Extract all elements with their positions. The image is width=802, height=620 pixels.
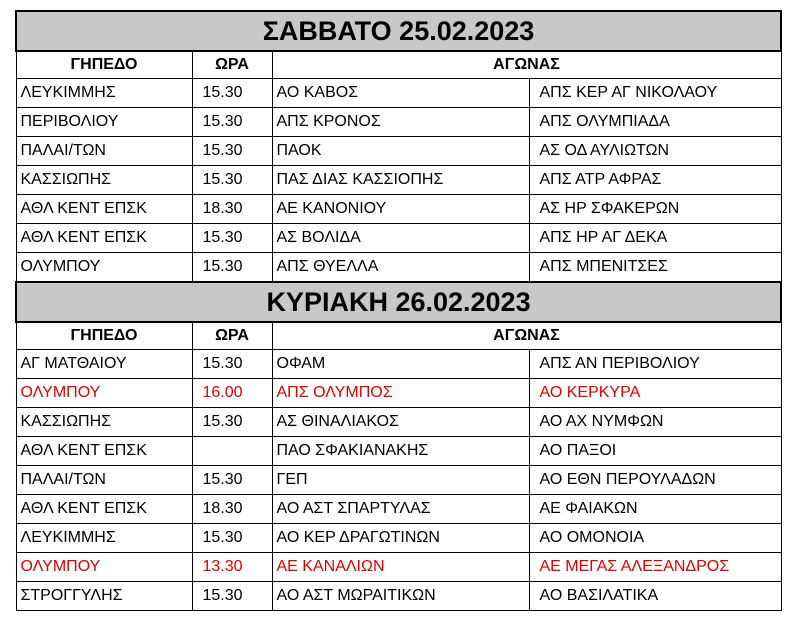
match-row: [16, 582, 781, 611]
match-row: [16, 524, 781, 553]
time-cell: [192, 437, 272, 466]
home-team-cell: ΑΠΣ ΘΥΕΛΛΑ: [272, 253, 529, 283]
fixture-sheet: [15, 10, 780, 611]
time-cell: 15.30: [192, 524, 272, 553]
away-team-cell: ΑΟ ΒΑΣΙΛΑΤΙΚΑ: [529, 582, 781, 611]
away-team-cell: ΑΟ ΚΕΡΚΥΡΑ: [529, 379, 781, 408]
day-title: ΣΑΒΒΑΤΟ 25.02.2023: [16, 11, 781, 51]
venue-cell: ΠΑΛΑΙ/ΤΩΝ: [16, 466, 192, 495]
venue-cell: ΑΘΛ ΚΕΝΤ ΕΠΣΚ: [16, 437, 192, 466]
match-row: [16, 466, 781, 495]
venue-cell: ΚΑΣΣΙΩΠΗΣ: [16, 166, 192, 195]
away-team-cell: ΑΕ ΦΑΙΑΚΩΝ: [529, 495, 781, 524]
match-row: [16, 495, 781, 524]
time-header: ΩΡΑ: [192, 322, 272, 350]
home-team-cell: ΑΟ ΑΣΤ ΣΠΑΡΤΥΛΑΣ: [272, 495, 529, 524]
away-team-cell: ΑΣ ΟΔ ΑΥΛΙΩΤΩΝ: [529, 137, 781, 166]
time-cell: 16.00: [192, 379, 272, 408]
fixture-table: [15, 10, 782, 611]
time-cell: 15.30: [192, 137, 272, 166]
venue-cell: ΑΘΛ ΚΕΝΤ ΕΠΣΚ: [16, 195, 192, 224]
day-title-row: [16, 282, 781, 322]
venue-header: ΓΗΠΕΔΟ: [16, 322, 192, 350]
venue-cell: ΛΕΥΚΙΜΜΗΣ: [16, 79, 192, 108]
match-row: [16, 553, 781, 582]
home-team-cell: ΑΠΣ ΟΛΥΜΠΟΣ: [272, 379, 529, 408]
match-row: [16, 137, 781, 166]
column-header-row: [16, 51, 781, 79]
venue-cell: ΠΕΡΙΒΟΛΙΟΥ: [16, 108, 192, 137]
home-team-cell: ΑΣ ΘΙΝΑΛΙΑΚΟΣ: [272, 408, 529, 437]
match-row: [16, 166, 781, 195]
away-team-cell: ΑΕ ΜΕΓΑΣ ΑΛΕΞΑΝΔΡΟΣ: [529, 553, 781, 582]
venue-cell: ΑΘΛ ΚΕΝΤ ΕΠΣΚ: [16, 224, 192, 253]
home-team-cell: ΠΑΟ ΣΦΑΚΙΑΝΑΚΗΣ: [272, 437, 529, 466]
time-cell: 15.30: [192, 350, 272, 379]
away-team-cell: ΑΣ ΗΡ ΣΦΑΚΕΡΩΝ: [529, 195, 781, 224]
away-team-cell: ΑΠΣ ΚΕΡ ΑΓ ΝΙΚΟΛΑΟΥ: [529, 79, 781, 108]
home-team-cell: ΟΦΑΜ: [272, 350, 529, 379]
home-team-cell: ΑΟ ΚΑΒΟΣ: [272, 79, 529, 108]
home-team-cell: ΑΕ ΚΑΝΟΝΙΟΥ: [272, 195, 529, 224]
away-team-cell: ΑΠΣ ΜΠΕΝΙΤΣΕΣ: [529, 253, 781, 283]
day-title: ΚΥΡΙΑΚΗ 26.02.2023: [16, 282, 781, 322]
away-team-cell: ΑΠΣ ΑΤΡ ΑΦΡΑΣ: [529, 166, 781, 195]
time-cell: 15.30: [192, 466, 272, 495]
time-header: ΩΡΑ: [192, 51, 272, 79]
time-cell: 13.30: [192, 553, 272, 582]
away-team-cell: ΑΟ ΟΜΟΝΟΙΑ: [529, 524, 781, 553]
column-header-row: [16, 322, 781, 350]
venue-cell: ΛΕΥΚΙΜΜΗΣ: [16, 524, 192, 553]
home-team-cell: ΠΑΟΚ: [272, 137, 529, 166]
time-cell: 15.30: [192, 408, 272, 437]
away-team-cell: ΑΟ ΠΑΞΟΙ: [529, 437, 781, 466]
time-cell: 15.30: [192, 166, 272, 195]
venue-cell: ΟΛΥΜΠΟΥ: [16, 379, 192, 408]
match-row: [16, 350, 781, 379]
home-team-cell: ΑΕ ΚΑΝΑΛΙΩΝ: [272, 553, 529, 582]
match-row: [16, 195, 781, 224]
day-title-row: [16, 11, 781, 51]
match-row: [16, 224, 781, 253]
home-team-cell: ΠΑΣ ΔΙΑΣ ΚΑΣΣΙΟΠΗΣ: [272, 166, 529, 195]
venue-cell: ΟΛΥΜΠΟΥ: [16, 553, 192, 582]
venue-cell: ΣΤΡΟΓΓΥΛΗΣ: [16, 582, 192, 611]
home-team-cell: ΑΟ ΚΕΡ ΔΡΑΓΩΤΙΝΩΝ: [272, 524, 529, 553]
away-team-cell: ΑΟ ΑΧ ΝΥΜΦΩΝ: [529, 408, 781, 437]
venue-cell: ΑΘΛ ΚΕΝΤ ΕΠΣΚ: [16, 495, 192, 524]
time-cell: 15.30: [192, 253, 272, 283]
match-header: ΑΓΩΝΑΣ: [272, 322, 781, 350]
time-cell: 15.30: [192, 582, 272, 611]
away-team-cell: ΑΠΣ ΟΛΥΜΠΙΑΔΑ: [529, 108, 781, 137]
home-team-cell: ΑΣ ΒΟΛΙΔΑ: [272, 224, 529, 253]
time-cell: 15.30: [192, 108, 272, 137]
home-team-cell: ΑΠΣ ΚΡΟΝΟΣ: [272, 108, 529, 137]
away-team-cell: ΑΠΣ ΑΝ ΠΕΡΙΒΟΛΙΟΥ: [529, 350, 781, 379]
venue-cell: ΟΛΥΜΠΟΥ: [16, 253, 192, 283]
venue-cell: ΚΑΣΣΙΩΠΗΣ: [16, 408, 192, 437]
away-team-cell: ΑΠΣ ΗΡ ΑΓ ΔΕΚΑ: [529, 224, 781, 253]
time-cell: 15.30: [192, 224, 272, 253]
home-team-cell: ΓΕΠ: [272, 466, 529, 495]
away-team-cell: ΑΟ ΕΘΝ ΠΕΡΟΥΛΑΔΩΝ: [529, 466, 781, 495]
match-row: [16, 79, 781, 108]
time-cell: 18.30: [192, 495, 272, 524]
time-cell: 15.30: [192, 79, 272, 108]
venue-cell: ΑΓ ΜΑΤΘΑΙΟΥ: [16, 350, 192, 379]
home-team-cell: ΑΟ ΑΣΤ ΜΩΡΑΙΤΙΚΩΝ: [272, 582, 529, 611]
time-cell: 18.30: [192, 195, 272, 224]
fixture-table-body: [16, 11, 781, 611]
venue-header: ΓΗΠΕΔΟ: [16, 51, 192, 79]
match-row: [16, 379, 781, 408]
match-row: [16, 437, 781, 466]
match-row: [16, 108, 781, 137]
match-row: [16, 253, 781, 283]
match-header: ΑΓΩΝΑΣ: [272, 51, 781, 79]
venue-cell: ΠΑΛΑΙ/ΤΩΝ: [16, 137, 192, 166]
match-row: [16, 408, 781, 437]
